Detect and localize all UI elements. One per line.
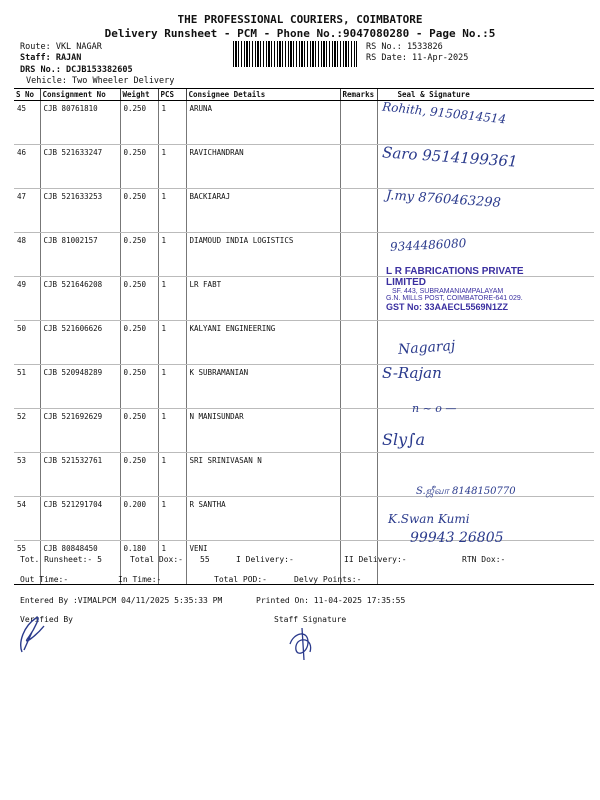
cell-sno: 49 — [14, 277, 40, 321]
table-row — [14, 321, 594, 365]
cell-sno: 55 — [14, 541, 40, 585]
col-seal-signature: Seal & Signature — [377, 89, 594, 101]
cell-pcs: 1 — [158, 189, 186, 233]
cell-pcs: 1 — [158, 453, 186, 497]
cell-remarks — [340, 145, 377, 189]
cell-consignee: DIAMOUD INDIA LOGISTICS — [186, 233, 340, 277]
cell-consignee: ARUNA — [186, 101, 340, 145]
cell-sno: 51 — [14, 365, 40, 409]
signature-row-54: S.ஜீவா 8148150770 — [416, 486, 516, 497]
verified-signature-scribble — [14, 612, 54, 658]
rs-number: RS No.: 1533826 — [366, 42, 443, 52]
col-consignment: Consignment No — [40, 89, 120, 101]
rs-date: RS Date: 11-Apr-2025 — [366, 53, 469, 63]
signature-row-55a: K.Swan Kumi — [388, 512, 470, 526]
stamp-company-name: L R FABRICATIONS PRIVATE LIMITED — [386, 266, 524, 288]
cell-weight: 0.250 — [120, 101, 158, 145]
cell-remarks — [340, 189, 377, 233]
cell-consignment: CJB 521606626 — [40, 321, 120, 365]
staff: Staff: RAJAN — [20, 53, 82, 63]
entered-by: Entered By :VIMALPCM 04/11/2025 5:35:33 PM — [20, 596, 223, 605]
total-pod: Total POD:- — [214, 575, 267, 584]
col-sno: S No — [14, 89, 40, 101]
cell-sno: 45 — [14, 101, 40, 145]
cell-consignment: CJB 521633247 — [40, 145, 120, 189]
col-consignee: Consignee Details — [186, 89, 340, 101]
delvy-points: Delvy Points:- — [294, 575, 362, 584]
cell-consignment: CJB 521532761 — [40, 453, 120, 497]
stamp-address-line2: G.N. MILLS POST, COIMBATORE-641 029. — [386, 295, 523, 302]
cell-consignment: CJB 521692629 — [40, 409, 120, 453]
cell-remarks — [340, 497, 377, 541]
cell-weight: 0.200 — [120, 497, 158, 541]
cell-weight: 0.250 — [120, 409, 158, 453]
cell-remarks — [340, 101, 377, 145]
cell-sno: 46 — [14, 145, 40, 189]
cell-pcs: 1 — [158, 233, 186, 277]
staff-signature-label: Staff Signature — [274, 615, 347, 624]
cell-consignee: RAVICHANDRAN — [186, 145, 340, 189]
cell-remarks — [340, 365, 377, 409]
cell-consignment: CJB 521646208 — [40, 277, 120, 321]
cell-pcs: 1 — [158, 321, 186, 365]
cell-sno: 48 — [14, 233, 40, 277]
table-header-row — [14, 89, 594, 101]
total-dox-label: Total Dox:- — [130, 555, 183, 564]
signature-row-52: n ~ o — — [412, 402, 457, 415]
cell-remarks — [340, 453, 377, 497]
cell-consignee: SRI SRINIVASAN N — [186, 453, 340, 497]
document-title: THE PROFESSIONAL COURIERS, COIMBATORE — [177, 13, 423, 26]
cell-consignee: LR FABT — [186, 277, 340, 321]
cell-pcs: 1 — [158, 541, 186, 585]
cell-remarks — [340, 409, 377, 453]
cell-remarks — [340, 321, 377, 365]
cell-weight: 0.250 — [120, 321, 158, 365]
route: Route: VKL NAGAR — [20, 42, 102, 52]
col-weight: Weight — [120, 89, 158, 101]
cell-weight: 0.250 — [120, 145, 158, 189]
cell-pcs: 1 — [158, 365, 186, 409]
cell-consignee: VENI — [186, 541, 340, 585]
vehicle: Vehicle: Two Wheeler Delivery — [26, 76, 175, 86]
table-row — [14, 101, 594, 145]
table-row — [14, 189, 594, 233]
table-row — [14, 409, 594, 453]
cell-pcs: 1 — [158, 277, 186, 321]
cell-pcs: 1 — [158, 409, 186, 453]
cell-weight: 0.250 — [120, 277, 158, 321]
cell-sno: 54 — [14, 497, 40, 541]
in-time: In Time:- — [118, 575, 162, 584]
signature-row-48: 9344486080 — [389, 236, 467, 254]
signature-row-53: Sly∫a — [382, 430, 425, 449]
cell-pcs: 1 — [158, 497, 186, 541]
cell-sno: 47 — [14, 189, 40, 233]
stamp-gst-number: GST No: 33AAECL5569N1ZZ — [386, 302, 509, 312]
table-row — [14, 497, 594, 541]
cell-consignment: CJB 520948289 — [40, 365, 120, 409]
cell-consignment: CJB 80848450 — [40, 541, 120, 585]
cell-consignment: CJB 80761810 — [40, 101, 120, 145]
table-row — [14, 365, 594, 409]
stamp-address-line1: SF. 443, SUBRAMANIAMPALAYAM — [392, 288, 504, 295]
cell-weight: 0.180 — [120, 541, 158, 585]
cell-consignee: BACKIARAJ — [186, 189, 340, 233]
cell-pcs: 1 — [158, 145, 186, 189]
cell-consignee: N MANISUNDAR — [186, 409, 340, 453]
cell-weight: 0.250 — [120, 189, 158, 233]
rtn-dox: RTN Dox:- — [462, 555, 506, 564]
verified-by-label: Verified By — [20, 615, 73, 624]
cell-remarks — [340, 233, 377, 277]
cell-weight: 0.250 — [120, 365, 158, 409]
cell-consignee: K SUBRAMANIAN — [186, 365, 340, 409]
barcode — [233, 41, 357, 67]
cell-consignee: R SANTHA — [186, 497, 340, 541]
drs-number: DRS No.: DCJB153382605 — [20, 65, 133, 75]
document-subtitle: Delivery Runsheet - PCM - Phone No.:9047080280 - Page No.:5 — [104, 27, 496, 40]
signature-row-47: J.my 8760463298 — [385, 188, 502, 211]
i-delivery: I Delivery:- — [236, 555, 294, 564]
cell-consignment: CJB 81002157 — [40, 233, 120, 277]
total-runsheet: Tot. Runsheet:- 5 — [20, 555, 102, 564]
out-time: Out Time:- — [20, 575, 69, 584]
signature-row-45: Rohith, 9150814514 — [381, 99, 507, 127]
cell-sno: 50 — [14, 321, 40, 365]
cell-weight: 0.250 — [120, 233, 158, 277]
cell-pcs: 1 — [158, 101, 186, 145]
cell-consignment: CJB 521291704 — [40, 497, 120, 541]
col-pcs: PCS — [158, 89, 186, 101]
signature-row-51b: S-Rajan — [382, 364, 442, 382]
staff-signature-scribble — [284, 624, 324, 664]
total-dox-value: 55 — [200, 555, 210, 564]
printed-on: Printed On: 11-04-2025 17:35:55 — [256, 596, 406, 605]
cell-consignment: CJB 521633253 — [40, 189, 120, 233]
cell-weight: 0.250 — [120, 453, 158, 497]
signature-row-51a: Nagaraj — [397, 338, 456, 358]
cell-consignee: KALYANI ENGINEERING — [186, 321, 340, 365]
ii-delivery: II Delivery:- — [344, 555, 407, 564]
cell-sno: 52 — [14, 409, 40, 453]
cell-sno: 53 — [14, 453, 40, 497]
col-remarks: Remarks — [340, 89, 377, 101]
cell-remarks — [340, 277, 377, 321]
company-stamp — [386, 266, 556, 312]
signature-row-46: Saro 9514199361 — [381, 143, 519, 171]
signature-row-55b: 99943 26805 — [410, 530, 504, 546]
